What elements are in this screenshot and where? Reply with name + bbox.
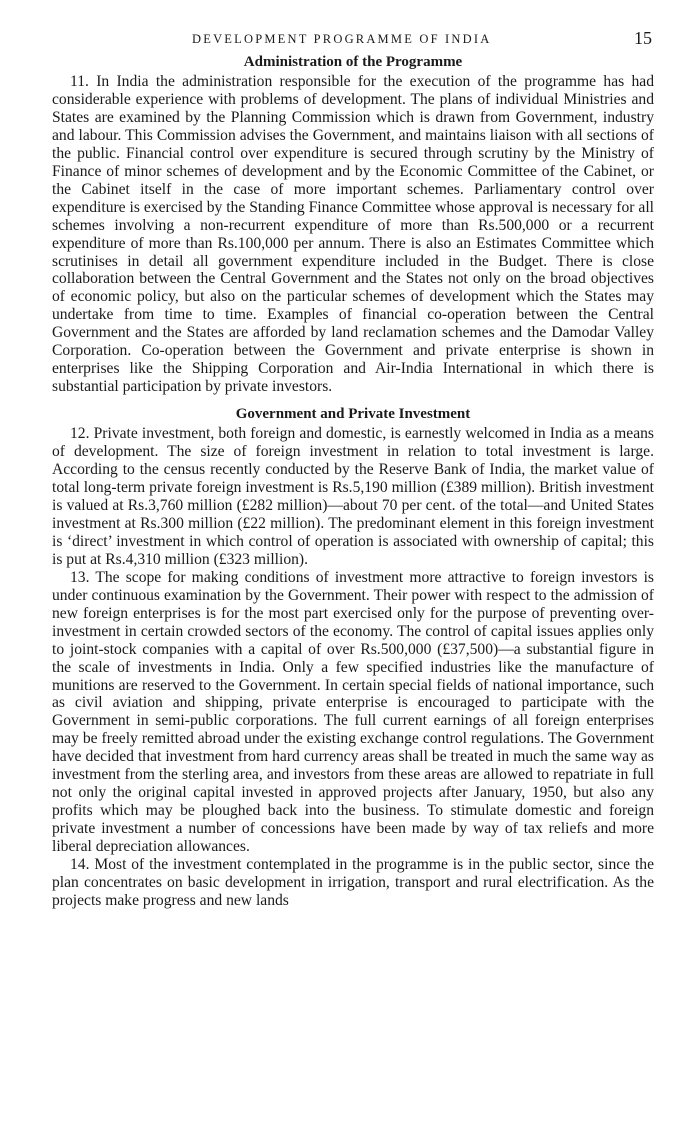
paragraph-12: 12. Private investment, both foreign and domestic, is earnestly welcomed in India as a means of development. The size of foreign investment in relation to total investment is large. According to the census recently conducted by the Reserve Bank of India, the market value of total long-term private foreign investment is Rs.5,190 million (£389 million). British investment is valued at Rs.3,760 million (£282 million)—about 70 per cent. of the total—and United States investment at Rs.300 million (£22 million). The predominant element in this foreign investment is ‘direct’ investment in which control of operation is associated with ownership of capital; this is put at Rs.4,310 million (£323 million). bbox=[52, 425, 654, 568]
paragraph-13: 13. The scope for making conditions of investment more attractive to foreign investors is under continuous examination by the Government. Their power with respect to the admission of new foreign enterprises is for the most part exercised only for the purpose of preventing over-investment in certain crowded sectors of the economy. The control of capital issues applies only to joint-stock companies with a capital of over Rs.500,000 (£37,500)—a substantial figure in the scale of investments in India. Only a few specified industries like the manufacture of munitions are reserved to the Government. In certain special fields of national importance, such as civil aviation and shipping, private enterprise is encouraged to participate with the Government in semi-public corporations. The full current earnings of all foreign enterprises may be freely remitted abroad under the existing exchange control regulations. The Government have decided that investment from hard currency areas shall be treated in much the same way as investment from the sterling area, and investors from these areas are allowed to repatriate in full not only the original capital invested in approved projects after January, 1950, but also any profits which may be ploughed back into the business. To stimulate domestic and foreign private investment a number of concessions have been made by way of tax reliefs and more liberal depreciation allowances. bbox=[52, 568, 654, 856]
running-title: DEVELOPMENT PROGRAMME OF INDIA bbox=[192, 32, 492, 46]
paragraph-14: 14. Most of the investment contemplated in the programme is in the public sector, since the plan concentrates on basic development in irrigation, transport and rural electrification. As the projects make progress and new lands bbox=[52, 856, 654, 909]
running-head bbox=[52, 28, 654, 50]
section-heading-investment: Government and Private Investment bbox=[235, 406, 471, 423]
page-number: 15 bbox=[634, 28, 652, 48]
paragraph-11: 11. In India the administration responsible for the execution of the programme has had considerable experience with problems of development. The plans of individual Ministries and States are examined by the Planning Commission which is drawn from Government, industry and labour. This Commission advises the Government, and maintains liaison with all sections of the public. Financial control over expenditure is secured through scrutiny by the Ministry of Finance of minor schemes of development and by the Economic Committee of the Cabinet, or the Cabinet itself in the case of more important schemes. Parliamentary control over expenditure is exercised by the Standing Finance Committee whose approval is necessary for all schemes involving a non-recurrent expenditure of more than Rs.500,000 or a recurrent expenditure of more than Rs.100,000 per annum. There is also an Estimates Committee which scrutinises in detail all government expenditure included in the Budget. There is close collaboration between the Central Government and the States not only on the broad objectives of economic policy, but also on the particular schemes of development which the States may undertake from time to time. Examples of financial co-operation between the Central Government and the States are afforded by land reclamation schemes and the Damodar Valley Corporation. Co-operation between the Government and private enterprise is shown in enterprises like the Shipping Corporation and Air-India International in which there is substantial participation by private investors. bbox=[52, 73, 654, 396]
section-heading-administration: Administration of the Programme bbox=[243, 54, 463, 70]
document-page bbox=[52, 28, 654, 1128]
